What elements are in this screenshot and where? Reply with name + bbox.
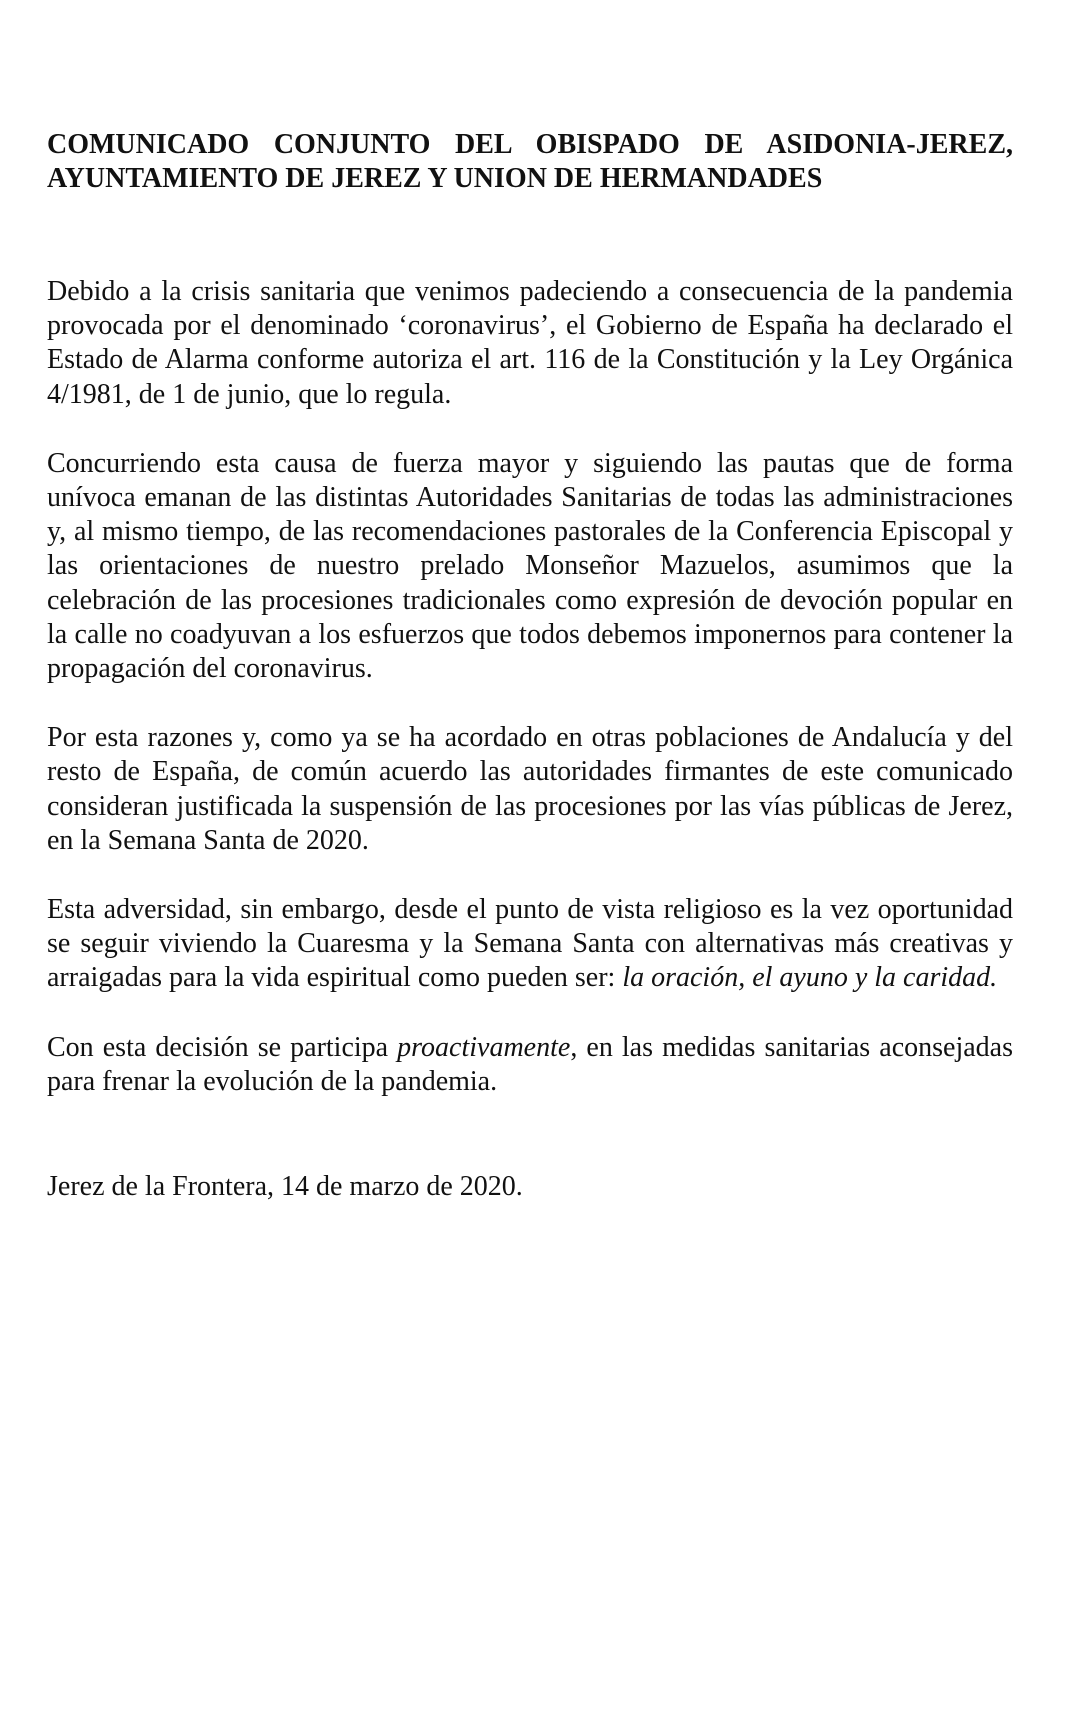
paragraph-5-before: Con esta decisión se participa — [47, 1031, 398, 1063]
signoff-date-line: Jerez de la Frontera, 14 de marzo de 2020. — [47, 1171, 523, 1203]
paragraph-5-after: , en las medidas sanitarias aconsejadas para frenar la evolución de la pandemia. — [47, 1031, 1013, 1097]
title-line-1: COMUNICADO CONJUNTO DEL OBISPADO DE ASIDONIA-JEREZ, — [47, 129, 1013, 160]
paragraph-4-text: Esta adversidad, sin embargo, desde el punto de vista religioso es la vez oportunidad se seguir viviendo la Cuaresma y la Semana Santa con alternativas más creativas y arraigadas para la vida espiritual como pueden ser: — [47, 894, 1013, 994]
document-title — [47, 128, 1013, 196]
paragraph-1: Debido a la crisis sanitaria que venimos padeciendo a consecuencia de la pandemia provocada por el denominado ‘coronavirus’, el Gobierno de España ha declarado el Estado de Alarma conforme autoriza el art. 116 de la Constitución y la Ley Orgánica 4/1981, de 1 de junio, que lo regula. — [47, 276, 1013, 410]
paragraph-4-emphasis: la oración, el ayuno y la caridad. — [622, 962, 998, 994]
paragraph-2: Concurriendo esta causa de fuerza mayor y siguiendo las pautas que de forma unívoca emanan de las distintas Autoridades Sanitarias de todas las administraciones y, al mismo tiempo, de las recomendaciones pastorales de la Conferencia Episcopal y las orientaciones de nuestro prelado Monseñor Mazuelos, asumimos que la celebración de las procesiones tradicionales como expresión de devoción popular en la calle no coadyuvan a los esfuerzos que todos debemos imponernos para contener la propagación del coronavirus. — [47, 447, 1013, 685]
paragraph-5-emphasis: proactivamente — [397, 1031, 571, 1063]
title-line-2: AYUNTAMIENTO DE JEREZ Y UNION DE HERMANDADES — [47, 163, 823, 194]
paragraph-5 — [47, 1031, 1013, 1099]
document-page — [47, 128, 1013, 1204]
paragraph-3: Por esta razones y, como ya se ha acordado en otras poblaciones de Andalucía y del resto de España, de común acuerdo las autoridades firmantes de este comunicado consideran justificada la suspensión de las procesiones por las vías públicas de Jerez, en la Semana Santa de 2020. — [47, 722, 1013, 856]
paragraph-4 — [47, 893, 1013, 996]
document-body — [47, 275, 1013, 1099]
